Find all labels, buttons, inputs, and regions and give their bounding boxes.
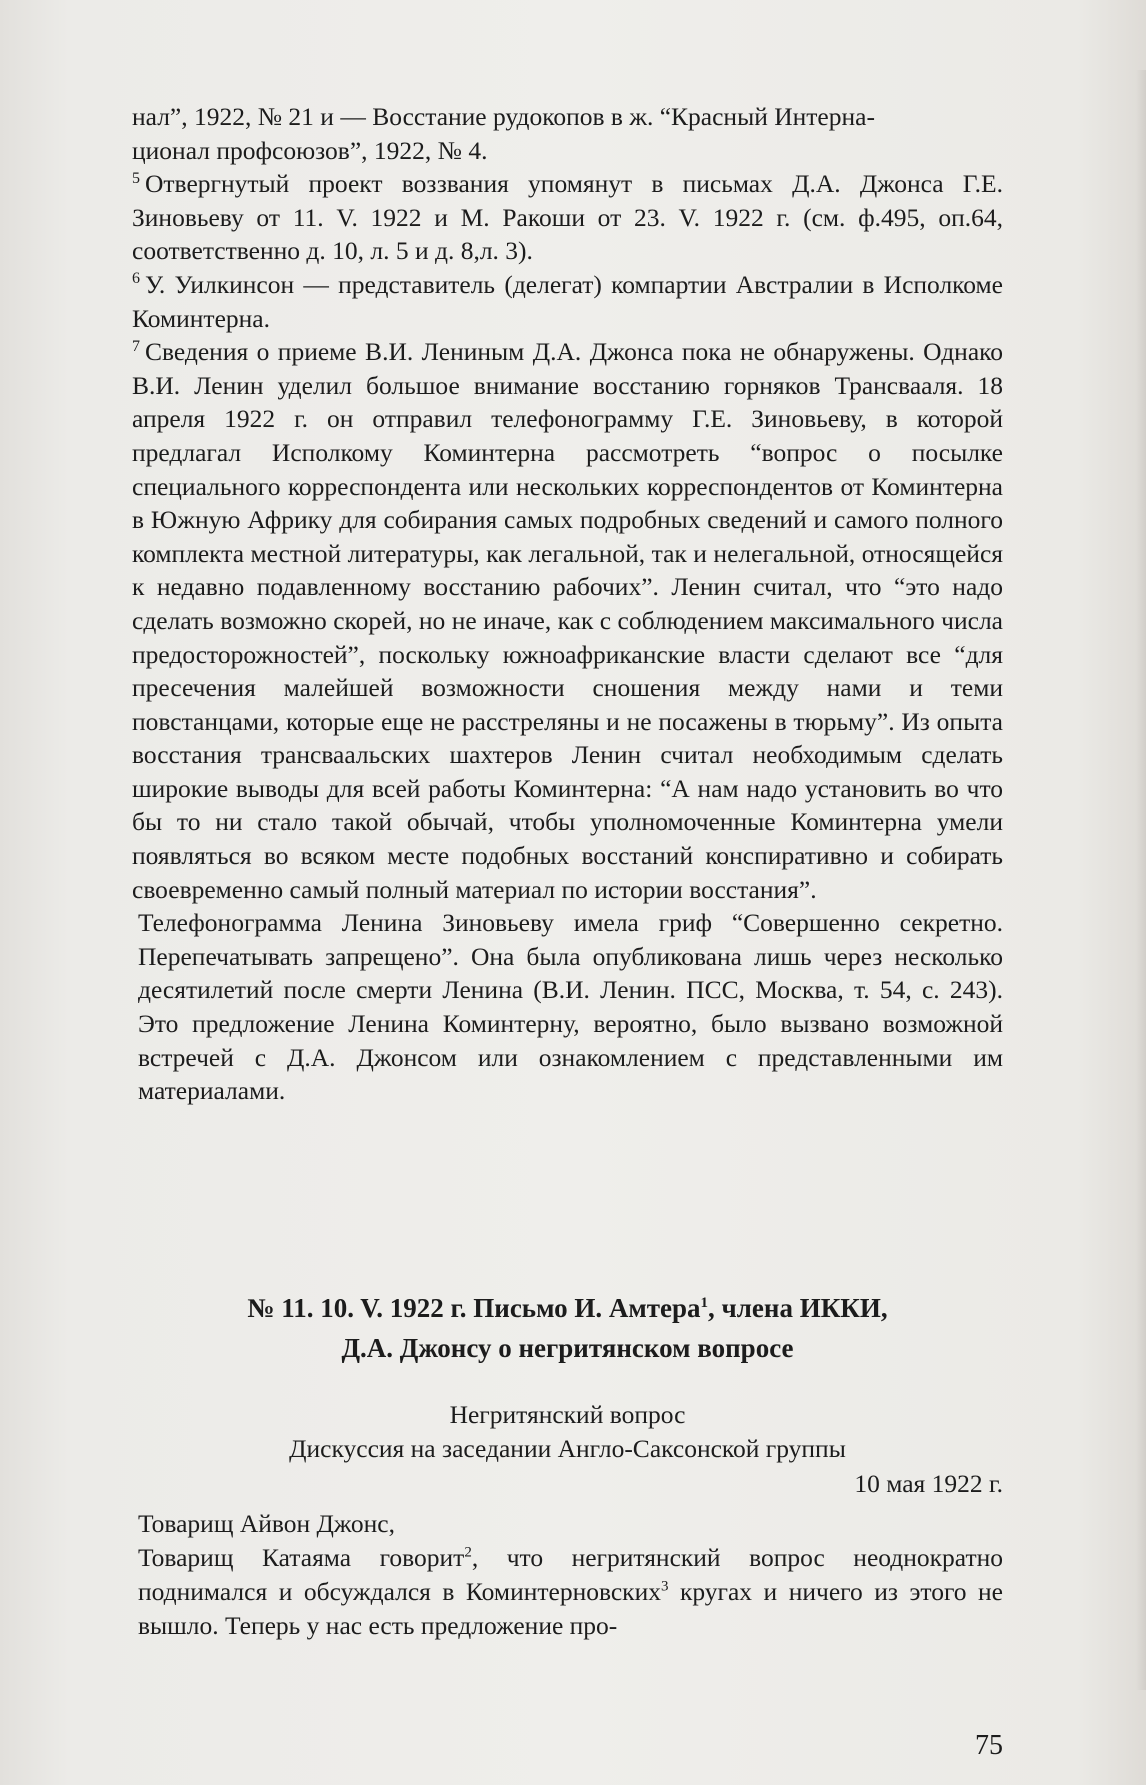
footnote-6 [132,268,1003,335]
page-number: 75 [975,1730,1003,1761]
footnote-number: 6 [132,270,140,288]
letter-salutation: Товарищ Айвон Джонс, [138,1509,396,1538]
footnote-text: Сведения о приеме В.И. Лениным Д.А. Джонса пока не обнаружены. Однако В.И. Ленин уделил большое внимание восстанию горняков Трансвааля. 18 апреля 1922 г. он отправил телефонограмму Г.Е. Зиновьеву, в которой предлагал Исполкому Коминтерна рассмотреть “вопрос о посылке специального корреспондента или нескольких корреспондентов от Коминтерна в Южную Африку для собирания самых подробных сведений и самого полного комплекта местной литературы, как легальной, так и нелегальной, относящейся к недавно подавленному восстанию рабочих”. Ленин считал, что “это надо сделать возможно скорей, но не иначе, как с соблюдением максимального числа предосторожностей”, поскольку южноафриканские власти сделают все “для пресечения малейшей возможности сношения между нами и теми повстанцами, которые еще не расстреляны и не посажены в тюрьму”. Из опыта восстания трансваальских шахтеров Ленин считал необходимым сделать широкие выводы для всей работы Коминтерна: “А нам надо установить во что бы то ни стало такой обычай, чтобы уполномоченные Коминтерна умели появляться во всяком месте подобных восстаний конспиративно и собирать своевременно самый полный материал по истории восстания”. [132,337,1003,904]
document-subtitle: Негритянский вопрос [449,1400,686,1429]
footnote-number: 7 [132,337,140,355]
document-subtitle-discussion: Дискуссия на заседании Англо-Саксонской группы [289,1434,846,1463]
footnote-continued-line: ционал профсоюзов”, 1922, № 4. [132,135,488,165]
footnotes-section [132,100,1003,1108]
footnote-number: 5 [132,169,140,187]
document-date: 10 мая 1922 г. [854,1469,1003,1498]
footnote-5 [132,167,1003,268]
document-heading-line1: № 11. 10. V. 1922 г. Письмо И. Амтера$^1$, члена ИККИ, [247,1293,888,1323]
footnote-7-continuation: Телефонограмма Ленина Зиновьеву имела гриф “Совершенно секретно. Перепечатывать запрещено”. Она была опубликована лишь через несколько десятилетий после смерти Ленина (В.И. Ленин. ПСС, Москва, т. 54, с. 243). Это предложение Ленина Коминтерну, вероятно, было вызвано возможной встречей с Д.А. Джонсом или ознакомлением с представленными им материалами. [138,908,1003,1106]
letter-paragraph: Товарищ Катаяма говорит$^2$, что негритянский вопрос неоднократно поднимался и обсуждался в Коминтерновских$^3$ кругах и ничего из этого не вышло. Теперь у нас есть предложение про- [138,1543,1003,1640]
footnote-ref: 1 [700,1295,709,1311]
footnote-text: У. Уилкинсон — представитель (делегат) компартии Австралии в Исполкоме Коминтерна. [132,269,1003,333]
document-heading [132,1288,1003,1368]
footnote-7 [132,335,1003,906]
letter-body [132,1507,1003,1643]
footnote-continued-line: нал”, 1922, № 21 и — Восстание рудокопов в ж. “Красный Интерна- [132,102,875,131]
footnote-ref: 3 [660,1578,669,1595]
page-edge-shadow [1136,70,1146,1690]
document-heading-line2: Д.А. Джонсу о негритянском вопросе [341,1333,794,1363]
footnote-text: Отвергнутый проект воззвания упомянут в письмах Д.А. Джонса Г.Е. Зиновьеву от 11. V. 1922 и М. Ракоши от 23. V. 1922 г. (см. ф.495, оп.64, соответственно д. 10, л. 5 и д. 8,л. 3). [132,169,1003,266]
footnote-ref: 2 [464,1544,472,1561]
